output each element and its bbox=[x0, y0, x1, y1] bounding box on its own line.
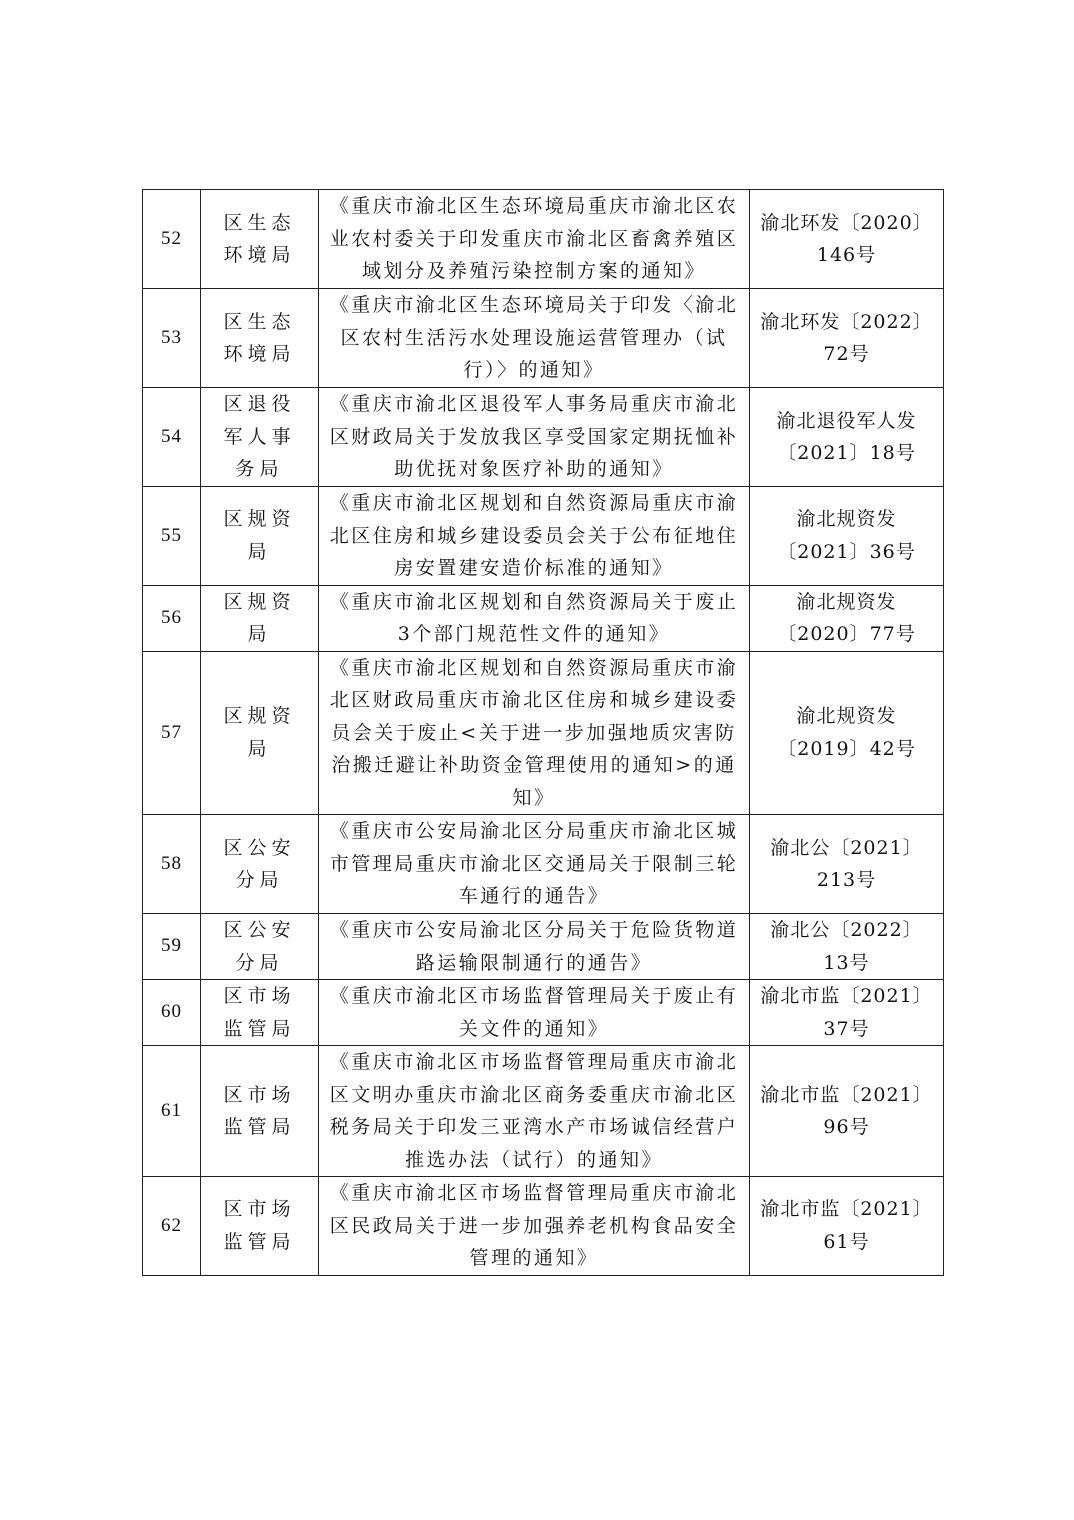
issuing-department: 区规资局 bbox=[201, 651, 319, 815]
document-title: 《重庆市公安局渝北区分局重庆市渝北区城市管理局重庆市渝北区交通局关于限制三轮车通行的通告》 bbox=[319, 815, 750, 914]
row-number: 55 bbox=[143, 487, 201, 586]
document-title: 《重庆市渝北区退役军人事务局重庆市渝北区财政局关于发放我区享受国家定期抚恤补助优抚对象医疗补助的通知》 bbox=[319, 388, 750, 487]
table-row bbox=[143, 1177, 944, 1276]
table-row bbox=[143, 815, 944, 914]
row-number: 62 bbox=[143, 1177, 201, 1276]
issuing-department: 区公安分局 bbox=[201, 914, 319, 980]
issuing-department: 区规资局 bbox=[201, 487, 319, 586]
document-number: 渝北公〔2021〕213号 bbox=[750, 815, 944, 914]
document-title: 《重庆市渝北区市场监督管理局重庆市渝北区民政局关于进一步加强养老机构食品安全管理的通知》 bbox=[319, 1177, 750, 1276]
row-number: 54 bbox=[143, 388, 201, 487]
table-row bbox=[143, 585, 944, 651]
table-row bbox=[143, 914, 944, 980]
table-row bbox=[143, 651, 944, 815]
document-title: 《重庆市渝北区规划和自然资源局重庆市渝北区财政局重庆市渝北区住房和城乡建设委员会关于废止<关于进一步加强地质灾害防治搬迁避让补助资金管理使用的通知>的通知》 bbox=[319, 651, 750, 815]
row-number: 56 bbox=[143, 585, 201, 651]
document-number: 渝北市监〔2021〕61号 bbox=[750, 1177, 944, 1276]
regulation-list-table bbox=[142, 189, 944, 1276]
table-row bbox=[143, 1046, 944, 1177]
issuing-department: 区公安分局 bbox=[201, 815, 319, 914]
table-row bbox=[143, 980, 944, 1046]
document-title: 《重庆市渝北区市场监督管理局重庆市渝北区文明办重庆市渝北区商务委重庆市渝北区税务局关于印发三亚湾水产市场诚信经营户推选办法（试行）的通知》 bbox=[319, 1046, 750, 1177]
document-title: 《重庆市渝北区市场监督管理局关于废止有关文件的通知》 bbox=[319, 980, 750, 1046]
document-number: 渝北公〔2022〕13号 bbox=[750, 914, 944, 980]
document-title: 《重庆市公安局渝北区分局关于危险货物道路运输限制通行的通告》 bbox=[319, 914, 750, 980]
row-number: 57 bbox=[143, 651, 201, 815]
issuing-department: 区生态环境局 bbox=[201, 190, 319, 289]
document-title: 《重庆市渝北区规划和自然资源局关于废止3个部门规范性文件的通知》 bbox=[319, 585, 750, 651]
issuing-department: 区市场监管局 bbox=[201, 980, 319, 1046]
row-number: 60 bbox=[143, 980, 201, 1046]
issuing-department: 区市场监管局 bbox=[201, 1177, 319, 1276]
table-row bbox=[143, 190, 944, 289]
issuing-department: 区退役军人事务局 bbox=[201, 388, 319, 487]
document-title: 《重庆市渝北区生态环境局关于印发〈渝北区农村生活污水处理设施运营管理办（试行）〉的通知》 bbox=[319, 289, 750, 388]
document-number: 渝北退役军人发〔2021〕18号 bbox=[750, 388, 944, 487]
issuing-department: 区规资局 bbox=[201, 585, 319, 651]
document-number: 渝北市监〔2021〕37号 bbox=[750, 980, 944, 1046]
document-number: 渝北规资发〔2020〕77号 bbox=[750, 585, 944, 651]
table-row bbox=[143, 487, 944, 586]
document-title: 《重庆市渝北区规划和自然资源局重庆市渝北区住房和城乡建设委员会关于公布征地住房安置建安造价标准的通知》 bbox=[319, 487, 750, 586]
row-number: 59 bbox=[143, 914, 201, 980]
document-number: 渝北市监〔2021〕96号 bbox=[750, 1046, 944, 1177]
document-number: 渝北规资发〔2021〕36号 bbox=[750, 487, 944, 586]
issuing-department: 区生态环境局 bbox=[201, 289, 319, 388]
document-number: 渝北规资发〔2019〕42号 bbox=[750, 651, 944, 815]
row-number: 52 bbox=[143, 190, 201, 289]
row-number: 58 bbox=[143, 815, 201, 914]
row-number: 61 bbox=[143, 1046, 201, 1177]
document-title: 《重庆市渝北区生态环境局重庆市渝北区农业农村委关于印发重庆市渝北区畜禽养殖区域划分及养殖污染控制方案的通知》 bbox=[319, 190, 750, 289]
row-number: 53 bbox=[143, 289, 201, 388]
table-row bbox=[143, 388, 944, 487]
issuing-department: 区市场监管局 bbox=[201, 1046, 319, 1177]
table-row bbox=[143, 289, 944, 388]
document-number: 渝北环发〔2020〕146号 bbox=[750, 190, 944, 289]
document-number: 渝北环发〔2022〕72号 bbox=[750, 289, 944, 388]
